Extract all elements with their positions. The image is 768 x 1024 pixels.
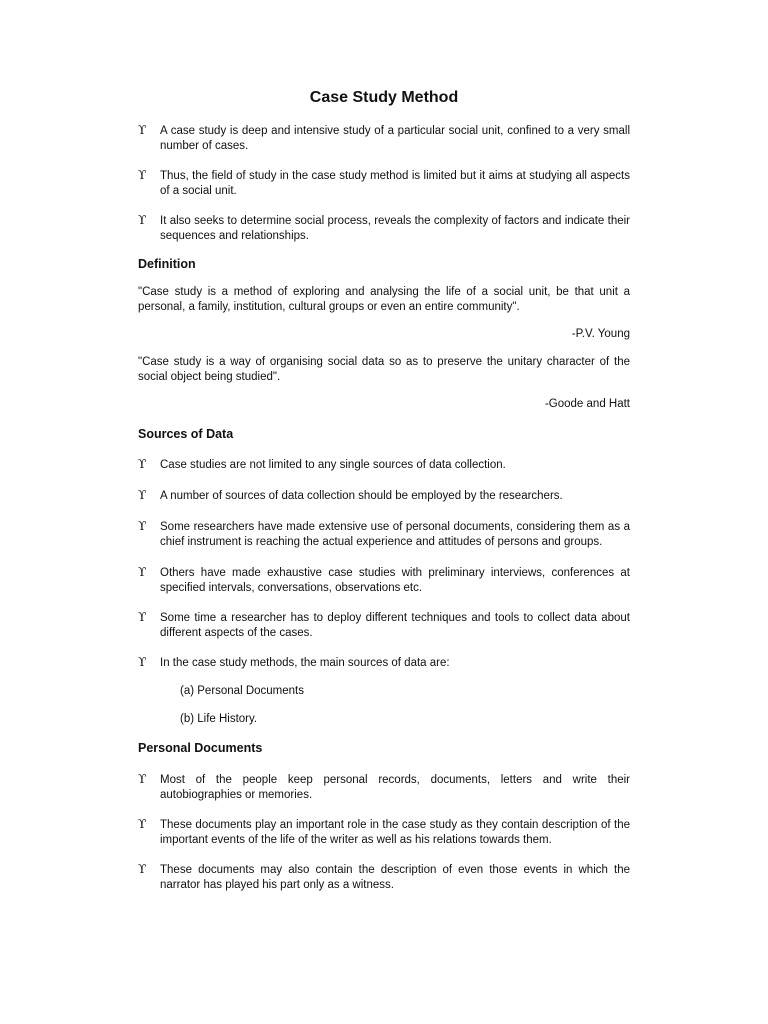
bullet-icon: ϒ [138,168,147,182]
list-item-text: Others have made exhaustive case studies with preliminary interviews, conferences at specified intervals, conversations, observations etc. [160,567,630,594]
list-item [138,214,630,243]
list-item-text: In the case study methods, the main sources of data are: [160,657,450,669]
sub-list-item: (b) Life History. [180,713,258,725]
list-item-text: Most of the people keep personal records, documents, letters and write their autobiographies or memories. [160,774,630,801]
list-item-text: A case study is deep and intensive study of a particular social unit, confined to a very small number of cases. [160,125,630,152]
list-item [138,520,630,549]
list-item-text: These documents may also contain the description of even those events in which the narrator has played his part only as a witness. [160,864,630,891]
list-item [138,863,630,892]
list-item-text: It also seeks to determine social process, reveals the complexity of factors and indicate their sequences and relationships. [160,215,630,242]
bullet-icon: ϒ [138,488,147,502]
bullet-icon: ϒ [138,610,147,624]
list-item [138,458,630,473]
bullet-icon: ϒ [138,817,147,831]
bullet-icon: ϒ [138,213,147,227]
bullet-icon: ϒ [138,123,147,137]
section-heading-sources-of-data: Sources of Data [138,427,234,441]
definition-quote: "Case study is a method of exploring and analysing the life of a social unit, be that unit a personal, a family, institution, cultural groups or even an entire community". [138,286,630,313]
list-item-text: Some time a researcher has to deploy different techniques and tools to collect data about different aspects of the cases. [160,612,630,639]
bullet-icon: ϒ [138,862,147,876]
list-item [138,656,630,671]
list-item-text: A number of sources of data collection should be employed by the researchers. [160,490,563,502]
list-item [138,124,630,153]
bullet-icon: ϒ [138,519,147,533]
list-item [138,169,630,198]
list-item [138,611,630,640]
section-heading-definition: Definition [138,257,196,271]
list-item-text: Case studies are not limited to any single sources of data collection. [160,459,506,471]
sub-list-item: (a) Personal Documents [180,685,304,697]
quote-attribution: -P.V. Young [571,328,630,340]
definition-quote: "Case study is a way of organising social data so as to preserve the unitary character of the social object being studied". [138,356,630,383]
bullet-icon: ϒ [138,565,147,579]
list-item-text: These documents play an important role in the case study as they contain description of the important events of the life of the writer as well as his relations towards them. [160,819,630,846]
list-item [138,566,630,595]
bullet-icon: ϒ [138,772,147,786]
list-item-text: Thus, the field of study in the case study method is limited but it aims at studying all aspects of a social unit. [160,170,630,197]
list-item [138,818,630,847]
bullet-icon: ϒ [138,457,147,471]
list-item-text: Some researchers have made extensive use of personal documents, considering them as a chief instrument is reaching the actual experience and attitudes of persons and groups. [160,521,630,548]
list-item [138,773,630,802]
quote-attribution: -Goode and Hatt [544,398,630,410]
list-item [138,489,630,504]
bullet-icon: ϒ [138,655,147,669]
section-heading-personal-documents: Personal Documents [138,741,263,755]
page-title: Case Study Method [309,89,459,106]
